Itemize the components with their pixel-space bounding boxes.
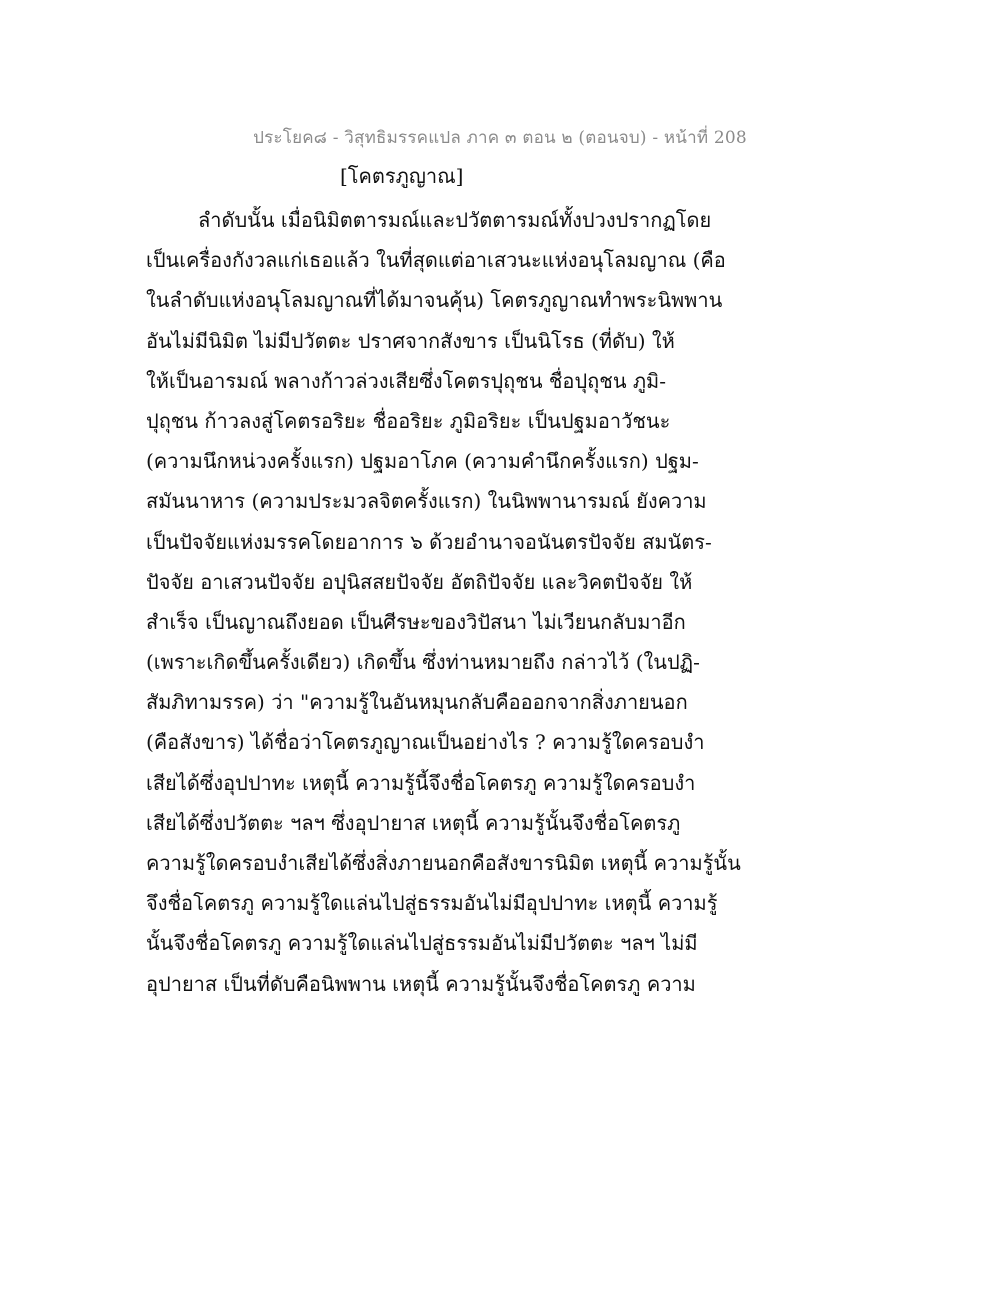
body-line: นั้นจึงชื่อโคตรภู ความรู้ใดแล่นไปสู่ธรรมอันไม่มีปวัตตะ ฯลฯ ไม่มี [146,931,698,956]
body-line: ปัจจัย อาเสวนปัจจัย อปุนิสสยปัจจัย อัตถิปัจจัย และวิคตปัจจัย ให้ [146,569,693,594]
body-line: สัมภิทามรรค) ว่า "ความรู้ในอันหมุนกลับคือออกจากสิ่งภายนอก [146,690,688,715]
body-line: เสียได้ซึ่งอุปปาทะ เหตุนี้ ความรู้นี้จึงชื่อโคตรภู ความรู้ใดครอบงำ [146,770,696,795]
body-line: สำเร็จ เป็นญาณถึงยอด เป็นศีรษะของวิปัสนา ไม่เวียนกลับมาอีก [146,609,686,634]
body-line: ความรู้ใดครอบงำเสียได้ซึ่งสิ่งภายนอกคือสังขารนิมิต เหตุนี้ ความรู้นั้น [146,851,741,875]
body-line: อันไม่มีนิมิต ไม่มีปวัตตะ ปราศจากสังขาร เป็นนิโรธ (ที่ดับ) ให้ [146,328,675,353]
body-line: (คือสังขาร) ได้ชื่อว่าโคตรภูญาณเป็นอย่างไร ? ความรู้ใดครอบงำ [146,730,705,755]
body-line: เป็นปัจจัยแห่งมรรคโดยอาการ ๖ ด้วยอำนาจอนันตรปัจจัย สมนัตร- [146,529,712,554]
body-line: ลำดับนั้น เมื่อนิมิตตารมณ์และปวัตตารมณ์ทั้งปวงปรากฏโดย [198,208,712,232]
body-line: เป็นเครื่องกังวลแก่เธอแล้ว ในที่สุดแต่อาเสวนะแห่งอนุโลมญาณ (คือ [146,248,726,273]
body-line: ปุถุชน ก้าวลงสู่โคตรอริยะ ชื่ออริยะ ภูมิอริยะ เป็นปฐมอาวัชนะ [146,408,671,433]
body-line: (เพราะเกิดขึ้นครั้งเดียว) เกิดขึ้น ซึ่งท่านหมายถึง กล่าวไว้ (ในปฏิ- [146,650,700,675]
body-line: ให้เป็นอารมณ์ พลางก้าวล่วงเสียซึ่งโคตรปุถุชน ชื่อปุถุชน ภูมิ- [146,368,666,393]
body-line: เสียได้ซึ่งปวัตตะ ฯลฯ ซึ่งอุปายาส เหตุนี้ ความรู้นั้นจึงชื่อโคตรภู [146,810,681,835]
body-line: อุปายาส เป็นที่ดับคือนิพพาน เหตุนี้ ความรู้นั้นจึงชื่อโคตรภู ความ [146,971,696,996]
body-text [146,200,746,1004]
body-line: ในลำดับแห่งอนุโลมญาณที่ได้มาจนคุ้น) โคตรภูญาณทำพระนิพพาน [146,288,723,313]
body-line: สมันนาหาร (ความประมวลจิตครั้งแรก) ในนิพพานารมณ์ ยังความ [146,489,707,514]
body-line: จึงชื่อโคตรภู ความรู้ใดแล่นไปสู่ธรรมอันไม่มีอุปปาทะ เหตุนี้ ความรู้ [146,891,718,916]
body-line: (ความนึกหน่วงครั้งแรก) ปฐมอาโภค (ความคำนึกครั้งแรก) ปฐม- [146,449,699,474]
section-title: [โคตรภูญาณ] [340,164,464,188]
page-header: ประโยค๘ - วิสุทธิมรรคแปล ภาค ๓ ตอน ๒ (ตอนจบ) - หน้าที่ 208 [253,128,747,148]
